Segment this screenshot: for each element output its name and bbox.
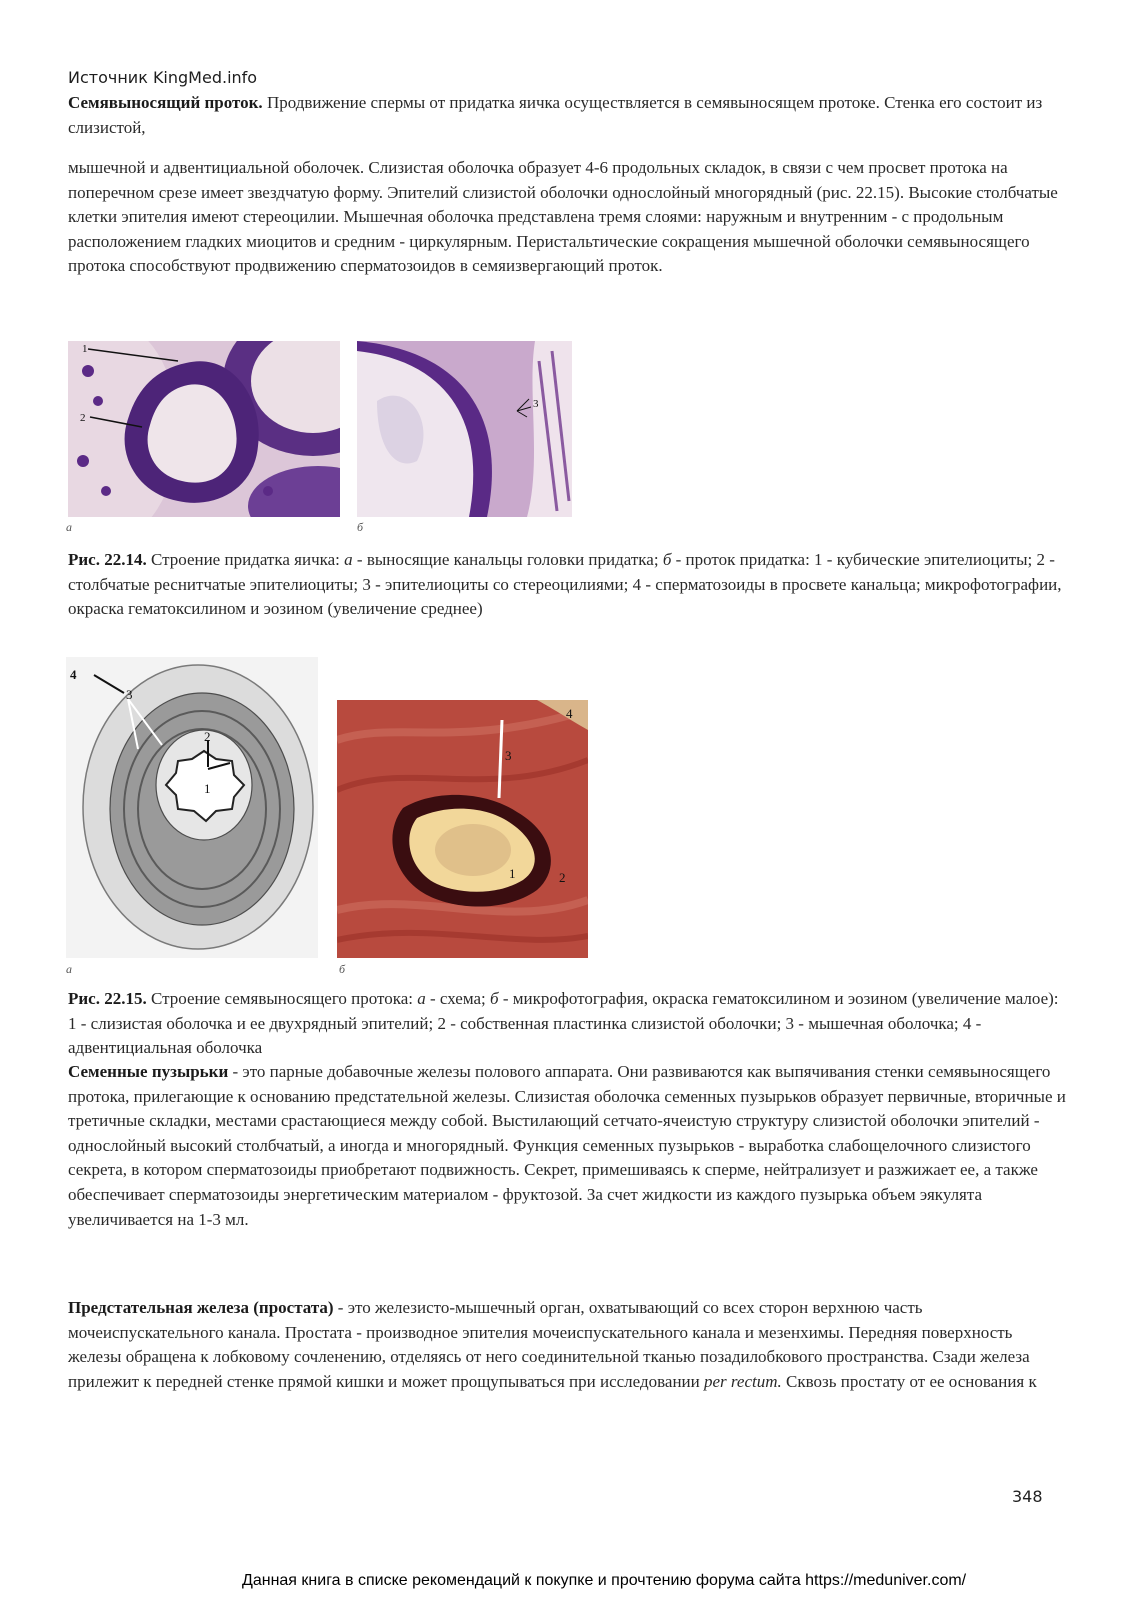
label-2: 2 — [204, 729, 211, 744]
vas-deferens-intro: Семявыносящий проток. Продвижение спермы от придатка яичка осуществляется в семявыносящем протоке. Стенка его состоит из слизистой, — [68, 93, 1043, 137]
vas-deferens-heading: Семявыносящий проток. — [68, 93, 263, 112]
figure-22-15-caption: Рис. 22.15. Строение семявыносящего протока: а - схема; б - микрофотография, окраска гематоксилином и эозином (увеличение малое): 1 - слизистая оболочка и ее двухрядный эпителий; 2 - собственная пластинка слизистой оболочки; 3 - мышечная оболочка; 4 - адвентициальная оболочка — [68, 989, 1059, 1058]
prostate-heading: Предстательная железа (простата) — [68, 1298, 334, 1317]
figure-22-14-letter-a: а — [66, 520, 72, 534]
label-3: 3 — [505, 748, 512, 763]
figure-22-15-panel-b — [337, 700, 588, 958]
footer-note: Данная книга в списке рекомендаций к покупке и прочтению форума сайта https://meduniver.com/ — [242, 1572, 967, 1589]
figure-22-15-letter-b: б — [339, 962, 346, 976]
seminal-vesicles-paragraph: Семенные пузырьки - это парные добавочные железы полового аппарата. Они развиваются как выпячивания стенки семявыносящего протока, прилегающие к основанию предстательной железы. Слизистая оболочка семенных пузырьков образует первичные, вторичные и третичные складки, местами срастающиеся между собой. Выстилающий сетчато-ячеистую структуру слизистой оболочки эпителий - однослойный высокий столбчатый, а иногда и многорядный. Функция семенных пузырьков - выработка слабощелочного слизистого секрета, в котором сперматозоиды приобретают подвижность. Секрет, примешиваясь к сперме, нейтрализует и разжижает ее, а также обеспечивает сперматозоиды энергетическим материалом - фруктозой. За счет жидкости из каждого пузырька объем эякулята увеличивается на 1-3 мл. — [68, 1062, 1066, 1229]
figure-22-14-letter-b: б — [357, 520, 364, 534]
seminal-vesicles-heading: Семенные пузырьки — [68, 1062, 229, 1081]
label-3: 3 — [533, 398, 539, 410]
vas-deferens-paragraph: мышечной и адвентициальной оболочек. Слизистая оболочка образует 4-6 продольных складок, в связи с чем просвет протока на поперечном срезе имеет звездчатую форму. Эпителий слизистой оболочки однослойный многорядный (рис. 22.15). Высокие столбчатые клетки эпителия имеют стереоцилии. Мышечная оболочка представлена тремя слоями: наружным и внутренним - с продольным расположением гладких миоцитов и средним - циркулярным. Перистальтические сокращения мышечной оболочки семявыносящего протока способствуют продвижению сперматозоидов в семяизвергающий проток. — [68, 158, 1058, 276]
label-4: 4 — [70, 667, 77, 682]
label-1: 1 — [82, 343, 88, 355]
prostate-paragraph: Предстательная железа (простата) - это железисто-мышечный орган, охватывающий со всех сторон верхнюю часть мочеиспускательного канала. Простата - производное эпителия мочеиспускательного канала и мезенхимы. Передняя поверхность железы обращена к лобковому сочленению, отделяясь от него соединительной тканью позадилобкового пространства. Сзади железа прилежит к передней стенке прямой кишки и может прощупываться при исследовании per rectum. Сквозь простату от ее основания к — [68, 1298, 1037, 1391]
figure-22-14-panel-b — [357, 341, 572, 517]
source-label: Источник KingMed.info — [68, 68, 258, 87]
figure-22-15-letter-a: а — [66, 962, 72, 976]
label-4: 4 — [566, 706, 573, 721]
label-3: 3 — [126, 687, 133, 702]
page-number: 348 — [1012, 1487, 1043, 1506]
label-2: 2 — [80, 412, 86, 424]
figure-22-14-caption: Рис. 22.14. Строение придатка яичка: а - выносящие канальцы головки придатка; б - проток придатка: 1 - кубические эпителиоциты; 2 - столбчатые реснитчатые эпителиоциты; 3 - эпителиоциты со стереоцилиями; 4 - сперматозоиды в просвете канальца; микрофотографии, окраска гематоксилином и эозином (увеличение среднее) — [68, 550, 1062, 619]
figure-22-15-panel-a — [66, 657, 318, 958]
label-1: 1 — [509, 866, 516, 881]
label-1: 1 — [204, 781, 211, 796]
label-2: 2 — [559, 870, 566, 885]
figure-22-14-panel-a — [68, 341, 340, 517]
